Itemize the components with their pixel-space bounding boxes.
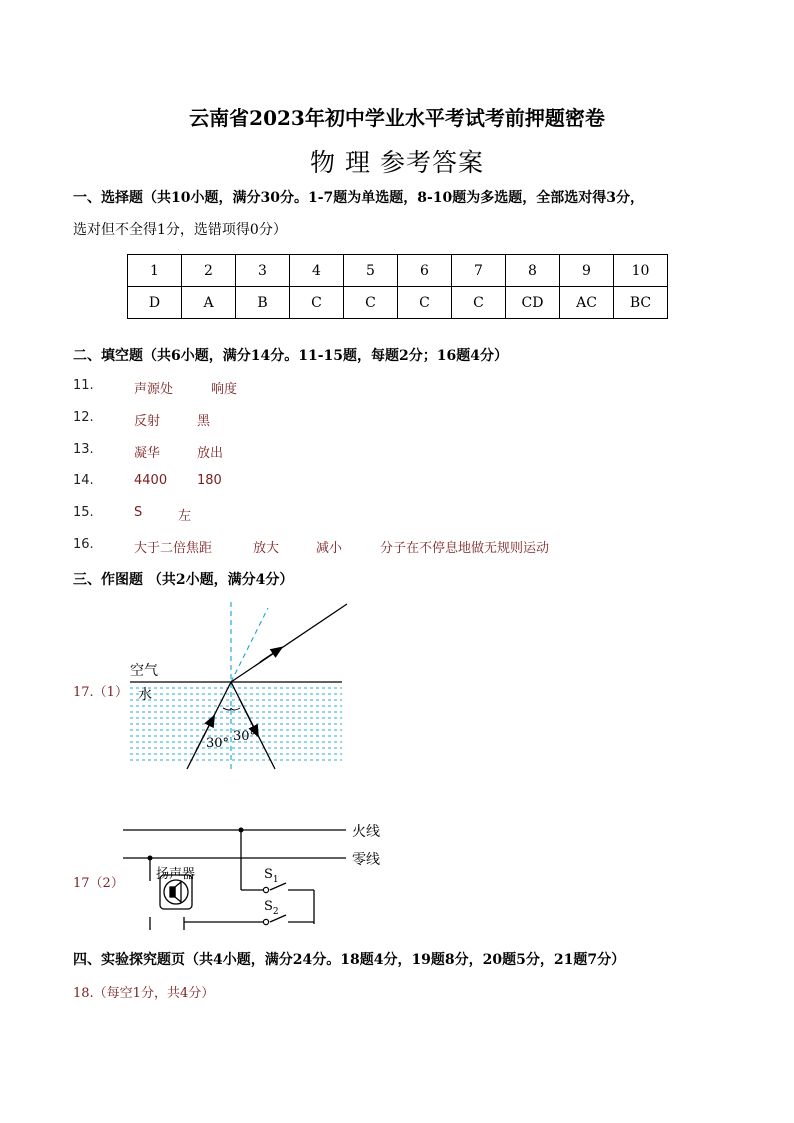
fill-answer: 大于二倍焦距 xyxy=(134,541,213,556)
air-label: 空气 xyxy=(130,663,158,679)
question-number-cell: 8 xyxy=(506,255,560,287)
live-wire-label: 火线 xyxy=(352,824,380,840)
fill-answer: 反射 xyxy=(134,414,161,429)
answer-cell: D xyxy=(128,287,182,319)
question-number: 13. xyxy=(73,442,94,457)
q18-note: 18.（每空1分，共4分） xyxy=(73,986,215,1001)
fill-answer: 180 xyxy=(197,473,222,488)
answer-cell: C xyxy=(398,287,452,319)
switch-s1-label: $S_1$ xyxy=(264,867,279,885)
section1-heading-line1: 一、选择题（共10小题，满分30分。1-7题为单选题，8-10题为多选题，全部选对得3分， xyxy=(73,190,645,206)
answer-cell: C xyxy=(452,287,506,319)
section4-heading: 四、实验探究题页（共4小题，满分24分。18题4分，19题8分，20题5分，21题7分） xyxy=(73,952,626,968)
fill-answer: 声源处 xyxy=(134,382,174,397)
answer-table xyxy=(127,254,668,319)
question-number-cell: 9 xyxy=(560,255,614,287)
switch-s2-label: $S_2$ xyxy=(264,899,279,917)
question-number-cell: 3 xyxy=(236,255,290,287)
question-number-cell: 10 xyxy=(614,255,668,287)
angle-label-left: 30° xyxy=(206,736,230,751)
refracted-ray xyxy=(231,604,347,682)
water-label: 水 xyxy=(138,687,152,703)
question-number-cell: 2 xyxy=(182,255,236,287)
question-number-cell: 5 xyxy=(344,255,398,287)
question-number-cell: 6 xyxy=(398,255,452,287)
fill-answer: 黑 xyxy=(197,414,211,429)
fill-answer: 放大 xyxy=(253,541,280,556)
fill-answer: 左 xyxy=(178,509,192,524)
reverse-extension-line xyxy=(231,608,268,682)
fill-answer: 响度 xyxy=(211,382,238,397)
fill-answer: 4400 xyxy=(134,473,168,488)
circuit-diagram xyxy=(118,818,398,938)
page-title: 云南省2023年初中学业水平考试考前押题密卷 xyxy=(189,106,605,130)
fill-answer: 分子在不停息地做无规则运动 xyxy=(380,541,550,556)
question-number-cell: 7 xyxy=(452,255,506,287)
fill-answer: 凝华 xyxy=(134,446,161,461)
question-number-cell: 4 xyxy=(290,255,344,287)
answer-cell: B xyxy=(236,287,290,319)
question-number: 14. xyxy=(73,473,94,488)
answer-table-answer-row xyxy=(128,287,668,319)
angle-label-right: 30° xyxy=(233,729,257,744)
answer-cell: A xyxy=(182,287,236,319)
question-number: 16. xyxy=(73,537,94,552)
answer-cell: BC xyxy=(614,287,668,319)
answer-table-number-row xyxy=(128,255,668,287)
section2-heading: 二、填空题（共6小题，满分14分。11-15题，每题2分；16题4分） xyxy=(73,348,508,364)
neutral-wire-label: 零线 xyxy=(352,852,380,868)
q17-1-label: 17.（1） xyxy=(73,685,128,700)
fill-answer: 减小 xyxy=(316,541,343,556)
question-number-cell: 1 xyxy=(128,255,182,287)
answer-cell: C xyxy=(290,287,344,319)
speaker-label: 扬声器 xyxy=(156,867,196,882)
question-number: 11. xyxy=(73,378,94,393)
section1-heading-line2: 选对但不全得1分，选错项得0分） xyxy=(73,222,287,238)
section3-heading: 三、作图题 （共2小题，满分4分） xyxy=(73,572,294,588)
answer-cell: C xyxy=(344,287,398,319)
fill-answer: 放出 xyxy=(197,446,224,461)
page-subtitle: 物 理 参考答案 xyxy=(310,148,484,177)
question-number: 12. xyxy=(73,410,94,425)
answer-cell: CD xyxy=(506,287,560,319)
answer-cell: AC xyxy=(560,287,614,319)
question-number: 15. xyxy=(73,505,94,520)
fill-answer: S xyxy=(134,505,143,520)
water-hatching xyxy=(130,688,342,760)
refraction-diagram xyxy=(120,598,350,778)
q17-2-label: 17（2） xyxy=(73,876,124,891)
